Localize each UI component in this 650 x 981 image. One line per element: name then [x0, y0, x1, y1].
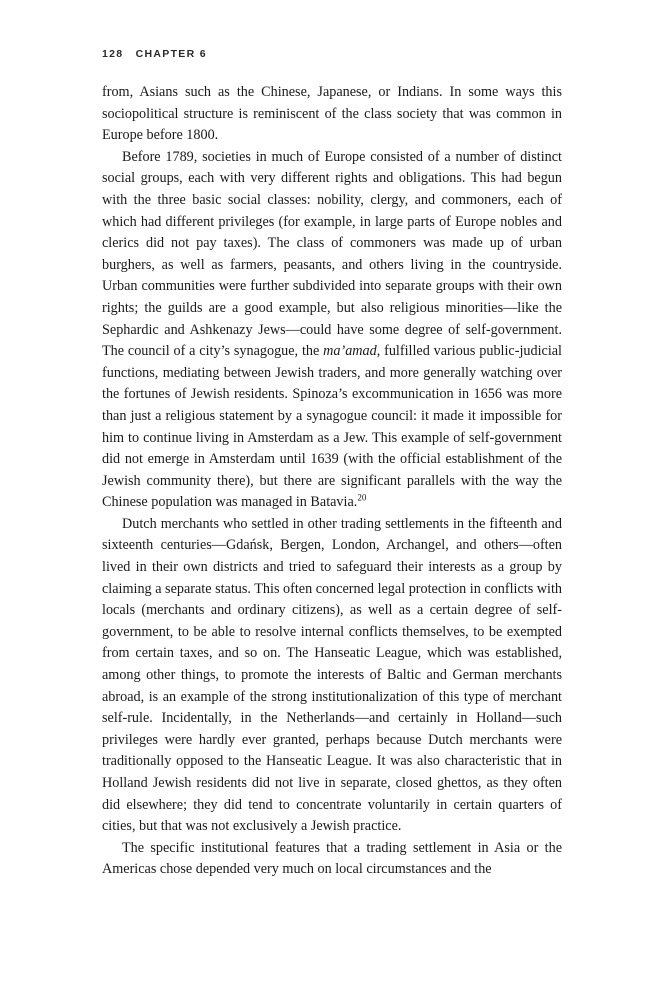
chapter-label: CHAPTER 6	[135, 48, 207, 60]
book-page	[102, 48, 562, 881]
italic-term: ma’amad	[323, 343, 377, 360]
paragraph-continued: from, Asians such as the Chinese, Japanese, or Indians. In some ways this sociopolitical structure is reminiscent of the class society that was common in Europe before 1800.	[102, 84, 562, 144]
paragraph-institutional-features: The specific institutional features that a trading settlement in Asia or the Americas chose depended very much on local circumstances and the	[102, 839, 562, 878]
body-text	[102, 82, 562, 881]
running-head	[102, 48, 562, 62]
paragraph-dutch-merchants: Dutch merchants who settled in other trading settlements in the fifteenth and sixteenth centuries—Gdańsk, Bergen, London, Archangel, and others—often lived in their own districts and tried to safeguard their interests as a group by claiming a separate status. This often concerned legal protection in conflicts with locals (merchants and ordinary citizens), as well as a certain degree of self-government, to be able to resolve internal conflicts themselves, to be exempted from certain taxes, and so on. The Hanseatic League, which was established, among other things, to promote the interests of Baltic and German merchants abroad, is an example of the strong institutionalization of this type of merchant self-rule. Incidentally, in the Netherlands—and certainly in Holland—such privileges were hardly ever granted, perhaps because Dutch merchants were traditionally opposed to the Hanseatic League. It was also characteristic that in Holland Jewish residents did not live in separate, closed ghettos, as they often did elsewhere; they did tend to concentrate voluntarily in certain quarters of cities, but that was not exclusively a Jewish practice.	[102, 515, 562, 835]
page-number: 128	[102, 48, 124, 60]
footnote-reference: 20	[357, 492, 367, 503]
paragraph-text: , fulfilled various public-judicial functions, mediating between Jewish traders, and more generally watching over the fortunes of Jewish residents. Spinoza’s excommunication in 1656 was more than just a religious statement by a synagogue council: it made it impossible for him to continue living in Amsterdam as a Jew. This example of self-government did not emerge in Amsterdam until 1639 (with the official establishment of the Jewish community there), but there are significant parallels with the way the Chinese population was managed in Batavia.	[102, 343, 562, 511]
paragraph-text: Before 1789, societies in much of Europe consisted of a number of distinct social groups, each with very different rights and obligations. This had begun with the three basic social classes: nobility, clergy, and commoners, each of which had different privileges (for example, in large parts of Europe nobles and clerics did not pay taxes). The class of commoners was made up of urban burghers, as well as farmers, peasants, and others living in the countryside. Urban communities were further subdivided into separate groups with their own rights; the guilds are a good example, but also religious minorities—like the Sephardic and Ashkenazy Jews—could have some degree of self-government. The council of a city’s synagogue, the	[102, 148, 562, 360]
paragraph-social-groups	[102, 147, 562, 514]
